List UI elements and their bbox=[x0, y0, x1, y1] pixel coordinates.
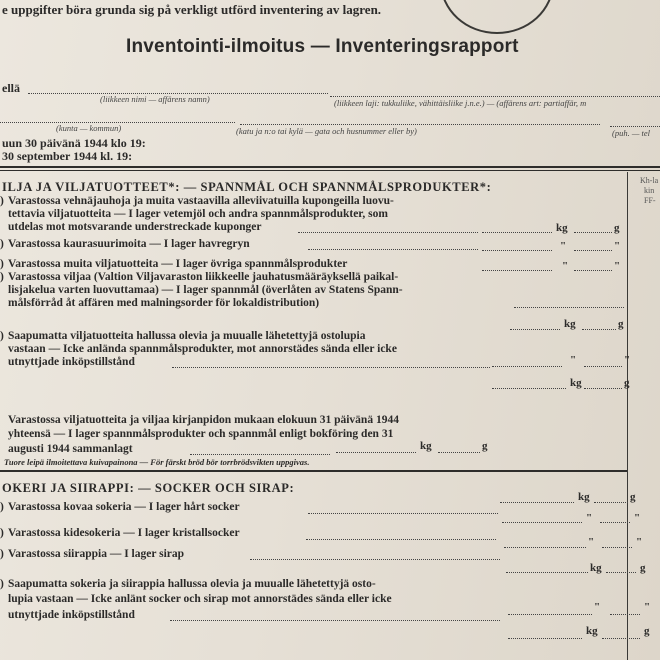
s1-item4-marker: ) bbox=[0, 271, 4, 283]
s2-item3-kg-field[interactable] bbox=[506, 572, 588, 573]
s1-item2-kg-field[interactable] bbox=[482, 250, 552, 251]
s1-item1-kg: kg bbox=[556, 222, 568, 234]
s1-item1-marker: ) bbox=[0, 195, 4, 207]
business-label: ellä bbox=[2, 81, 20, 95]
s1-g-line2: g bbox=[624, 377, 630, 389]
s1-line2-g-field[interactable] bbox=[584, 388, 622, 389]
s2-item1-g: " bbox=[634, 512, 641, 524]
s2-top-kg: kg bbox=[578, 491, 590, 503]
s1-item2-leader bbox=[308, 249, 478, 250]
s2-item4-kg: " bbox=[594, 601, 601, 613]
s1-line1-g-field[interactable] bbox=[582, 329, 616, 330]
side-header-1: Kh-la bbox=[640, 176, 659, 185]
s1-item1-line3: utdelas mot motsvarande understreckade kuponger bbox=[8, 221, 262, 233]
s2-item3-g: g bbox=[640, 562, 646, 574]
s1-item1-leader bbox=[298, 232, 478, 233]
s1-item3-kg-field[interactable] bbox=[482, 270, 552, 271]
s2-bottom-g-field[interactable] bbox=[602, 638, 640, 639]
s1-item5-g: " bbox=[624, 354, 631, 366]
s2-item2-kg: " bbox=[588, 536, 595, 548]
s1-item1-kg-field[interactable] bbox=[482, 232, 552, 233]
s2-item3-leader bbox=[250, 559, 500, 560]
s2-top-g-field[interactable] bbox=[594, 502, 628, 503]
s2-item2-leader bbox=[306, 539, 496, 540]
total-kg-field[interactable] bbox=[336, 452, 416, 453]
s1-item5-kg-field[interactable] bbox=[492, 366, 562, 367]
s2-item2-g-field[interactable] bbox=[602, 547, 632, 548]
total-kg: kg bbox=[420, 440, 432, 452]
section2-heading: OKERI JA SIIRAPPI: — SOCKER OCH SIRAP: bbox=[2, 481, 295, 495]
s1-item3-kg: " bbox=[562, 260, 569, 272]
s1-item5-line2: vastaan — Icke anlända spannmålsprodukter, mot annorstädes sända eller icke bbox=[8, 343, 397, 355]
phone-line[interactable] bbox=[610, 126, 660, 127]
s1-item3-g-field[interactable] bbox=[574, 270, 612, 271]
s1-item3-line1: Varastossa muita viljatuotteita — I lager övriga spannmålsprodukter bbox=[8, 258, 348, 270]
s2-item4-kg-field[interactable] bbox=[508, 614, 592, 615]
side-header-2: kin bbox=[644, 186, 655, 195]
s1-item5-line1: Saapumatta viljatuotteita hallussa olevia ja muualle lähetettyjä ostolupia bbox=[8, 330, 366, 342]
date-swedish: 30 september 1944 kl. 19: bbox=[2, 149, 133, 163]
s2-item2-marker: ) bbox=[0, 527, 4, 539]
s2-item4-line2: lupia vastaan — Icke anlänt socker och sirap mot annorstädes sända eller icke bbox=[8, 593, 392, 605]
s1-item5-kg: " bbox=[570, 354, 577, 366]
s2-item2-g: " bbox=[636, 536, 643, 548]
total-line2: yhteensä — I lager spannmålsprodukter och spannmål enligt bokföring den 31 bbox=[8, 428, 394, 440]
section1-heading: ILJA JA VILJATUOTTEET*: — SPANNMÅL OCH SPANNMÅLSPRODUKTER*: bbox=[2, 180, 492, 194]
s2-item4-g-field[interactable] bbox=[610, 614, 640, 615]
s1-g-line1: g bbox=[618, 318, 624, 330]
s1-item1-line1: Varastossa vehnäjauhoja ja muita vastaavilla alleviivatuilla kupongeilla luovu- bbox=[8, 195, 394, 207]
s2-bottom-g: g bbox=[644, 625, 650, 637]
s1-item5-leader bbox=[172, 367, 490, 368]
s1-kg-line2: kg bbox=[570, 377, 582, 389]
s1-item3-marker: ) bbox=[0, 258, 4, 270]
street-line[interactable] bbox=[240, 124, 600, 125]
s1-item1-line2: tettavia viljatuotteita — I lager vetemjöl och andra spannmålsprodukter, som bbox=[8, 208, 388, 220]
side-column-divider bbox=[627, 172, 628, 660]
date-finnish: uun 30 päivänä 1944 klo 19: bbox=[2, 136, 146, 150]
s2-item1-leader bbox=[308, 513, 498, 514]
s2-item1-marker: ) bbox=[0, 501, 4, 513]
s1-item4-line3: målsförråd åt affären med malningsorder för lokaldistribution) bbox=[8, 297, 320, 309]
s2-item4-marker: ) bbox=[0, 578, 4, 590]
s1-item2-g: " bbox=[614, 240, 621, 252]
municipality-caption: (kunta — kommun) bbox=[56, 123, 122, 133]
s1-item3-g: " bbox=[614, 260, 621, 272]
s1-item4-line2: lisjakelua varten luovuttamaa) — I lager spannmål (överlåten av Statens Spann- bbox=[8, 284, 403, 296]
s1-line1-kg-field[interactable] bbox=[510, 329, 560, 330]
business-type-caption: (liikkeen laji: tukkuliike, vähittäisliike j.n.e.) — (affärens art: partiaffär, m bbox=[334, 98, 587, 108]
s1-item4-line1: Varastossa viljaa (Valtion Viljavaraston liikkeelle jauhatusmääräyksellä paikal- bbox=[8, 271, 399, 283]
s2-item1-g-field[interactable] bbox=[600, 522, 630, 523]
s2-item3-marker: ) bbox=[0, 548, 4, 560]
s1-item1-g-field[interactable] bbox=[574, 232, 612, 233]
s2-item4-line1: Saapumatta sokeria ja siirappia hallussa olevia ja muualle lähetettyjä osto- bbox=[8, 578, 376, 590]
s2-item3-g-field[interactable] bbox=[606, 572, 636, 573]
s2-bottom-kg: kg bbox=[586, 625, 598, 637]
business-name-caption: (liikkeen nimi — affärens namn) bbox=[100, 94, 210, 104]
s1-item2-kg: " bbox=[560, 240, 567, 252]
s2-top-kg-field[interactable] bbox=[500, 502, 574, 503]
section-divider bbox=[0, 470, 627, 472]
instruction-note: e uppgifter böra grunda sig på verkligt utförd inventering av lagren. bbox=[2, 2, 382, 17]
header-rule-top bbox=[0, 166, 660, 168]
form-title: Inventointi-ilmoitus — Inventeringsrapport bbox=[126, 36, 519, 57]
s1-item5-line3: utnyttjade inköpstillstånd bbox=[8, 356, 135, 368]
s1-item2-line1: Varastossa kaurasuurimoita — I lager havregryn bbox=[8, 238, 250, 250]
s1-kg-line1: kg bbox=[564, 318, 576, 330]
s2-item2-line1: Varastossa kidesokeria — I lager kristallsocker bbox=[8, 527, 240, 539]
phone-caption: (puh. — tel bbox=[612, 128, 651, 138]
street-caption: (katu ja n:o tai kylä — gata och husnummer eller by) bbox=[236, 126, 417, 136]
s2-item4-line3: utnyttjade inköpstillstånd bbox=[8, 609, 135, 621]
s2-item1-kg-field[interactable] bbox=[502, 522, 582, 523]
s1-item1-g: g bbox=[614, 222, 620, 234]
total-g-field[interactable] bbox=[438, 452, 480, 453]
total-leader bbox=[190, 454, 330, 455]
stamp-circle bbox=[440, 0, 554, 34]
s2-item1-kg: " bbox=[586, 512, 593, 524]
s1-item5-g-field[interactable] bbox=[584, 366, 622, 367]
s1-item2-marker: ) bbox=[0, 238, 4, 250]
header-rule-bottom bbox=[0, 170, 660, 171]
business-type-line[interactable] bbox=[330, 96, 660, 97]
s1-item5-marker: ) bbox=[0, 330, 4, 342]
s2-item4-leader bbox=[170, 620, 500, 621]
s2-item1-line1: Varastossa kovaa sokeria — I lager hårt socker bbox=[8, 501, 240, 513]
total-line3: augusti 1944 sammanlagt bbox=[8, 443, 133, 455]
s1-item4-field[interactable] bbox=[514, 307, 624, 308]
s2-top-g: g bbox=[630, 491, 636, 503]
side-header-3: FF- bbox=[644, 196, 656, 205]
fresh-bread-footnote: Tuore leipä ilmoitettava kuivapainona — För färskt bröd bör torrbrödsvikten uppgivas. bbox=[4, 457, 310, 467]
s2-item3-line1: Varastossa siirappia — I lager sirap bbox=[8, 548, 185, 560]
s1-line2-kg-field[interactable] bbox=[492, 388, 566, 389]
s2-item2-kg-field[interactable] bbox=[504, 547, 586, 548]
total-g: g bbox=[482, 440, 488, 452]
s1-item2-g-field[interactable] bbox=[574, 250, 612, 251]
s2-bottom-kg-field[interactable] bbox=[508, 638, 582, 639]
s2-item3-kg: kg bbox=[590, 562, 602, 574]
total-line1: Varastossa viljatuotteita ja viljaa kirjanpidon mukaan elokuun 31 päivänä 1944 bbox=[8, 414, 399, 426]
s2-item4-g: " bbox=[644, 601, 651, 613]
